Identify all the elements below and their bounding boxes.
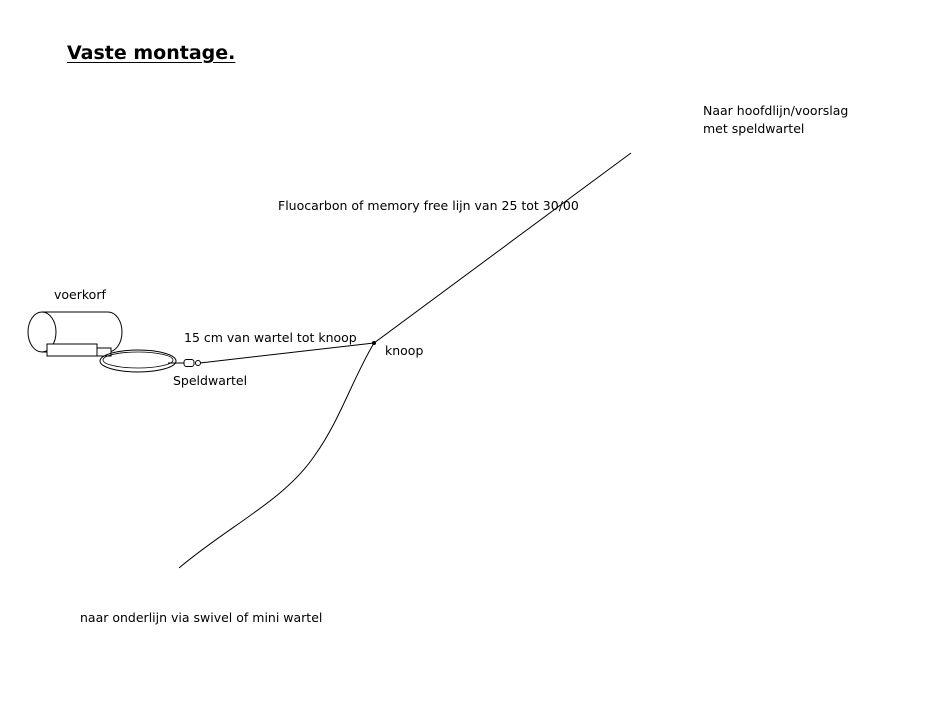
knot-marker	[372, 341, 376, 345]
feeder-label: voerkorf	[54, 287, 106, 302]
knot-label: knoop	[385, 343, 424, 358]
length-label: 15 cm van wartel tot knoop	[184, 330, 357, 345]
bottom-line-label: naar onderlijn via swivel of mini wartel	[80, 610, 323, 625]
snap-ring-icon	[100, 350, 176, 372]
main-line-label-line-2: met speldwartel	[703, 121, 805, 136]
feeder-cage-icon	[28, 312, 122, 356]
main-line	[374, 153, 631, 343]
snap-ring-inner	[103, 352, 173, 368]
main-line-label	[703, 102, 848, 138]
page-title: Vaste montage.	[67, 42, 236, 64]
fluocarbon-label: Fluocarbon of memory free lijn van 25 tot 30/00	[278, 198, 579, 213]
snap-swivel-label: Speldwartel	[173, 373, 248, 388]
main-line-label-line-1: Naar hoofdlijn/voorslag	[703, 103, 849, 118]
